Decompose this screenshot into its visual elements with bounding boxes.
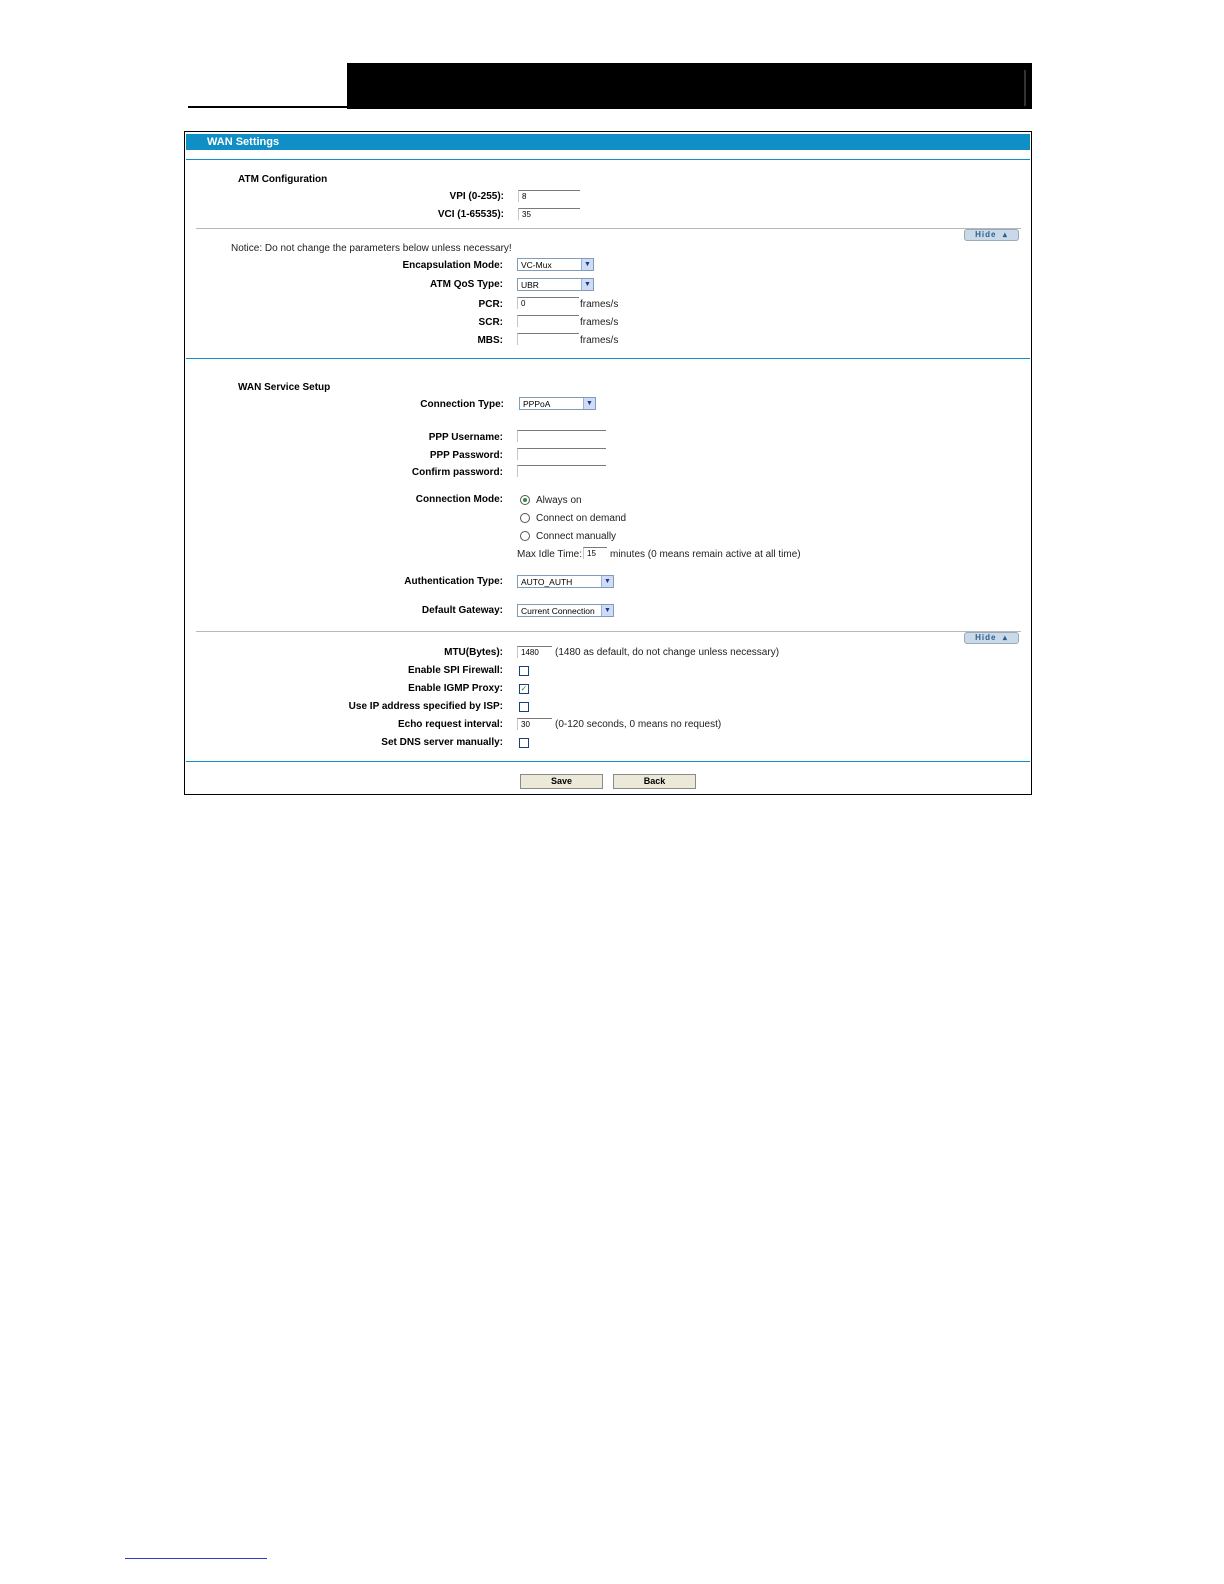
isp-ip-label: Use IP address specified by ISP: xyxy=(348,701,503,712)
pcr-label: PCR: xyxy=(478,299,503,310)
vpi-label: VPI (0-255): xyxy=(449,191,504,202)
advanced-divider xyxy=(196,631,1021,632)
save-button[interactable]: Save xyxy=(520,774,603,789)
advanced-hide-label: Hide xyxy=(975,633,997,642)
vpi-input[interactable]: 8 xyxy=(518,190,580,202)
echo-interval-input[interactable]: 30 xyxy=(517,718,552,730)
header-bar xyxy=(347,63,1032,109)
header-notch xyxy=(1024,70,1026,106)
chevron-down-icon: ▼ xyxy=(581,259,593,270)
footer-link-rule xyxy=(125,1558,267,1559)
auth-type-select[interactable] xyxy=(517,575,614,588)
ppp-pass-input[interactable] xyxy=(517,448,606,460)
wan-heading: WAN Service Setup xyxy=(238,382,331,393)
ppp-pass-label: PPP Password: xyxy=(429,450,503,461)
panel-title: WAN Settings xyxy=(207,136,280,148)
qos-label: ATM QoS Type: xyxy=(430,279,503,290)
ppp-user-label: PPP Username: xyxy=(428,432,503,443)
ppp-user-input[interactable] xyxy=(517,430,606,442)
atm-hide-button[interactable] xyxy=(964,229,1019,241)
gateway-label: Default Gateway: xyxy=(421,605,503,616)
auth-type-label: Authentication Type: xyxy=(404,576,503,587)
chevron-down-icon: ▼ xyxy=(581,279,593,290)
pcr-unit: frames/s xyxy=(580,299,619,310)
auth-type-value: AUTO_AUTH xyxy=(521,577,573,587)
gateway-select[interactable] xyxy=(517,604,614,617)
atm-divider xyxy=(196,228,1021,229)
encap-select[interactable] xyxy=(517,258,594,271)
encap-value: VC-Mux xyxy=(521,260,552,270)
vci-input[interactable]: 35 xyxy=(518,208,580,220)
max-idle-label: Max Idle Time: xyxy=(517,549,583,560)
radio-always-on[interactable] xyxy=(520,495,530,505)
igmp-proxy-label: Enable IGMP Proxy: xyxy=(408,683,503,694)
scr-input[interactable] xyxy=(517,315,579,327)
pcr-input[interactable]: 0 xyxy=(517,297,579,309)
collapse-arrow-icon: ▴ xyxy=(999,633,1008,642)
mbs-unit: frames/s xyxy=(580,335,619,346)
radio-selected-dot xyxy=(523,498,527,502)
mbs-input[interactable] xyxy=(517,333,579,345)
mbs-label: MBS: xyxy=(477,335,503,346)
atm-heading: ATM Configuration xyxy=(238,174,328,185)
radio-connect-on-demand[interactable] xyxy=(520,513,530,523)
conn-mode-label: Connection Mode: xyxy=(415,494,503,505)
isp-ip-checkbox[interactable] xyxy=(519,702,529,712)
confirm-pass-label: Confirm password: xyxy=(411,467,503,478)
max-idle-input[interactable]: 15 xyxy=(583,547,607,559)
advanced-hide-button[interactable] xyxy=(964,632,1019,644)
mode-manual-label: Connect manually xyxy=(536,531,617,542)
chevron-down-icon: ▼ xyxy=(601,576,613,587)
radio-connect-manually[interactable] xyxy=(520,531,530,541)
dns-manual-checkbox[interactable] xyxy=(519,738,529,748)
conn-type-value: PPPoA xyxy=(523,399,551,409)
title-divider xyxy=(186,159,1030,160)
echo-interval-note: (0-120 seconds, 0 means no request) xyxy=(555,719,722,730)
mtu-label: MTU(Bytes): xyxy=(444,647,503,658)
mtu-note: (1480 as default, do not change unless necessary) xyxy=(555,647,780,658)
mode-always-label: Always on xyxy=(536,495,582,506)
mode-demand-label: Connect on demand xyxy=(536,513,627,524)
collapse-arrow-icon: ▴ xyxy=(999,230,1008,239)
scr-unit: frames/s xyxy=(580,317,619,328)
mtu-input[interactable]: 1480 xyxy=(517,646,552,658)
igmp-proxy-checkbox[interactable] xyxy=(519,684,529,694)
dns-manual-label: Set DNS server manually: xyxy=(381,737,503,748)
check-mark-icon: ✓ xyxy=(520,684,528,693)
qos-select[interactable] xyxy=(517,278,594,291)
header-rule xyxy=(188,106,348,108)
encap-label: Encapsulation Mode: xyxy=(402,260,503,271)
section-divider xyxy=(186,358,1030,359)
panel-title-bar xyxy=(186,134,1030,150)
conn-type-select[interactable] xyxy=(519,397,596,410)
atm-hide-label: Hide xyxy=(975,230,997,239)
chevron-down-icon: ▼ xyxy=(601,605,613,616)
confirm-pass-input[interactable] xyxy=(517,465,606,477)
gateway-value: Current Connection xyxy=(521,606,595,616)
back-button[interactable]: Back xyxy=(613,774,696,789)
wan-settings-panel xyxy=(184,131,1032,795)
actions-divider xyxy=(186,761,1030,762)
vci-label: VCI (1-65535): xyxy=(437,209,504,220)
qos-value: UBR xyxy=(521,280,539,290)
conn-type-label: Connection Type: xyxy=(420,399,504,410)
notice-text: Notice: Do not change the parameters below unless necessary! xyxy=(231,243,512,254)
spi-firewall-checkbox[interactable] xyxy=(519,666,529,676)
max-idle-note: minutes (0 means remain active at all time) xyxy=(610,549,801,560)
spi-firewall-label: Enable SPI Firewall: xyxy=(407,665,503,676)
chevron-down-icon: ▼ xyxy=(583,398,595,409)
echo-interval-label: Echo request interval: xyxy=(397,719,503,730)
scr-label: SCR: xyxy=(478,317,503,328)
